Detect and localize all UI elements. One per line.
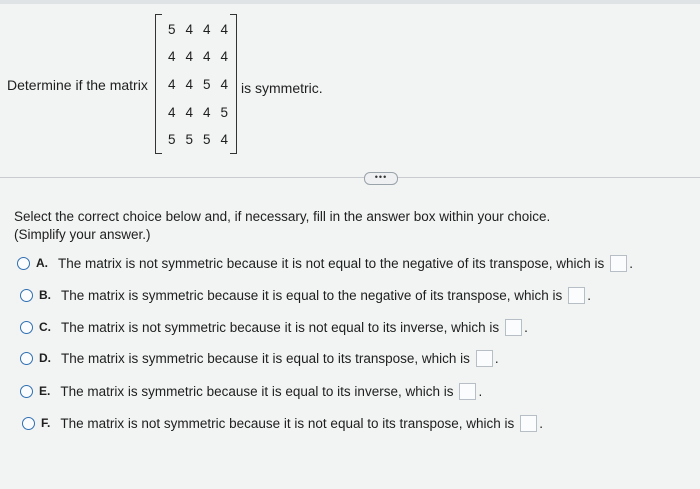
choice-text: The matrix is not symmetric because it is not equal to its transpose, which is <box>60 415 515 431</box>
matrix-cell: 5 <box>220 105 228 120</box>
answer-box[interactable] <box>505 319 522 336</box>
matrix-cell: 4 <box>168 77 176 92</box>
choice-period: . <box>539 415 544 431</box>
answer-box[interactable] <box>459 383 476 400</box>
matrix-cell: 4 <box>185 105 193 120</box>
radio-button[interactable] <box>20 321 33 334</box>
radio-button[interactable] <box>20 352 33 365</box>
radio-button[interactable] <box>22 417 35 430</box>
radio-button[interactable] <box>17 257 30 270</box>
instructions <box>14 208 550 244</box>
radio-button[interactable] <box>20 289 33 302</box>
matrix-cell: 4 <box>185 49 193 64</box>
matrix-right-bracket <box>230 14 237 154</box>
choice-letter: F. <box>41 416 51 430</box>
choice-text: The matrix is not symmetric because it is not equal to the negative of its transpose, which is <box>58 255 605 271</box>
choice-c[interactable] <box>20 317 528 337</box>
matrix-cell: 4 <box>220 22 228 37</box>
matrix <box>155 14 237 154</box>
matrix-cell: 5 <box>202 77 211 92</box>
instructions-hint: (Simplify your answer.) <box>14 227 151 242</box>
choice-text: The matrix is symmetric because it is equal to the negative of its transpose, which is <box>61 287 563 303</box>
matrix-cell: 4 <box>220 77 228 92</box>
matrix-cell: 5 <box>185 132 193 147</box>
choice-letter: B. <box>39 288 51 302</box>
choice-period: . <box>524 319 528 335</box>
question-prompt-start: Determine if the matrix <box>7 77 148 93</box>
matrix-left-bracket <box>155 14 162 154</box>
choice-period: . <box>587 287 591 303</box>
choice-period: . <box>478 383 483 399</box>
choice-b[interactable] <box>20 285 591 305</box>
section-divider <box>0 177 700 178</box>
matrix-cell: 4 <box>202 105 211 120</box>
question-panel <box>0 8 700 158</box>
choice-letter: C. <box>39 320 51 334</box>
instructions-line: Select the correct choice below and, if necessary, fill in the answer box within your choice. <box>14 209 551 224</box>
matrix-row <box>168 77 228 92</box>
matrix-row <box>168 105 228 120</box>
choice-period: . <box>494 350 499 366</box>
matrix-cell: 4 <box>185 77 193 92</box>
matrix-cell: 4 <box>168 49 176 64</box>
choice-a[interactable] <box>17 253 633 273</box>
choice-text: The matrix is symmetric because it is equal to its inverse, which is <box>60 383 454 399</box>
answer-box[interactable] <box>476 350 493 367</box>
choice-letter: A. <box>36 256 48 270</box>
answer-box[interactable] <box>610 255 627 272</box>
choice-d[interactable] <box>20 348 499 368</box>
matrix-cell: 4 <box>168 105 176 120</box>
answer-box[interactable] <box>520 415 537 432</box>
matrix-row <box>168 49 228 64</box>
more-options-button[interactable]: ••• <box>364 172 398 185</box>
matrix-cell: 4 <box>220 49 228 64</box>
choice-e[interactable] <box>20 381 482 401</box>
matrix-cell: 5 <box>168 132 176 147</box>
matrix-cell: 4 <box>202 22 211 37</box>
matrix-row <box>168 132 228 147</box>
radio-button[interactable] <box>20 385 33 398</box>
choice-text: The matrix is not symmetric because it is not equal to its inverse, which is <box>61 319 500 335</box>
choice-letter: E. <box>39 384 51 398</box>
matrix-cell: 5 <box>168 22 176 37</box>
choice-period: . <box>629 255 634 271</box>
matrix-cell: 5 <box>202 132 211 147</box>
choice-letter: D. <box>39 351 51 365</box>
matrix-row <box>168 22 228 37</box>
matrix-cell: 4 <box>220 132 228 147</box>
matrix-cell: 4 <box>185 22 193 37</box>
answer-box[interactable] <box>568 287 585 304</box>
choice-f[interactable] <box>22 413 543 433</box>
choice-text: The matrix is symmetric because it is equal to its transpose, which is <box>61 350 470 366</box>
matrix-cell: 4 <box>202 49 211 64</box>
top-strip <box>0 0 700 4</box>
question-prompt-end: is symmetric. <box>241 80 323 96</box>
